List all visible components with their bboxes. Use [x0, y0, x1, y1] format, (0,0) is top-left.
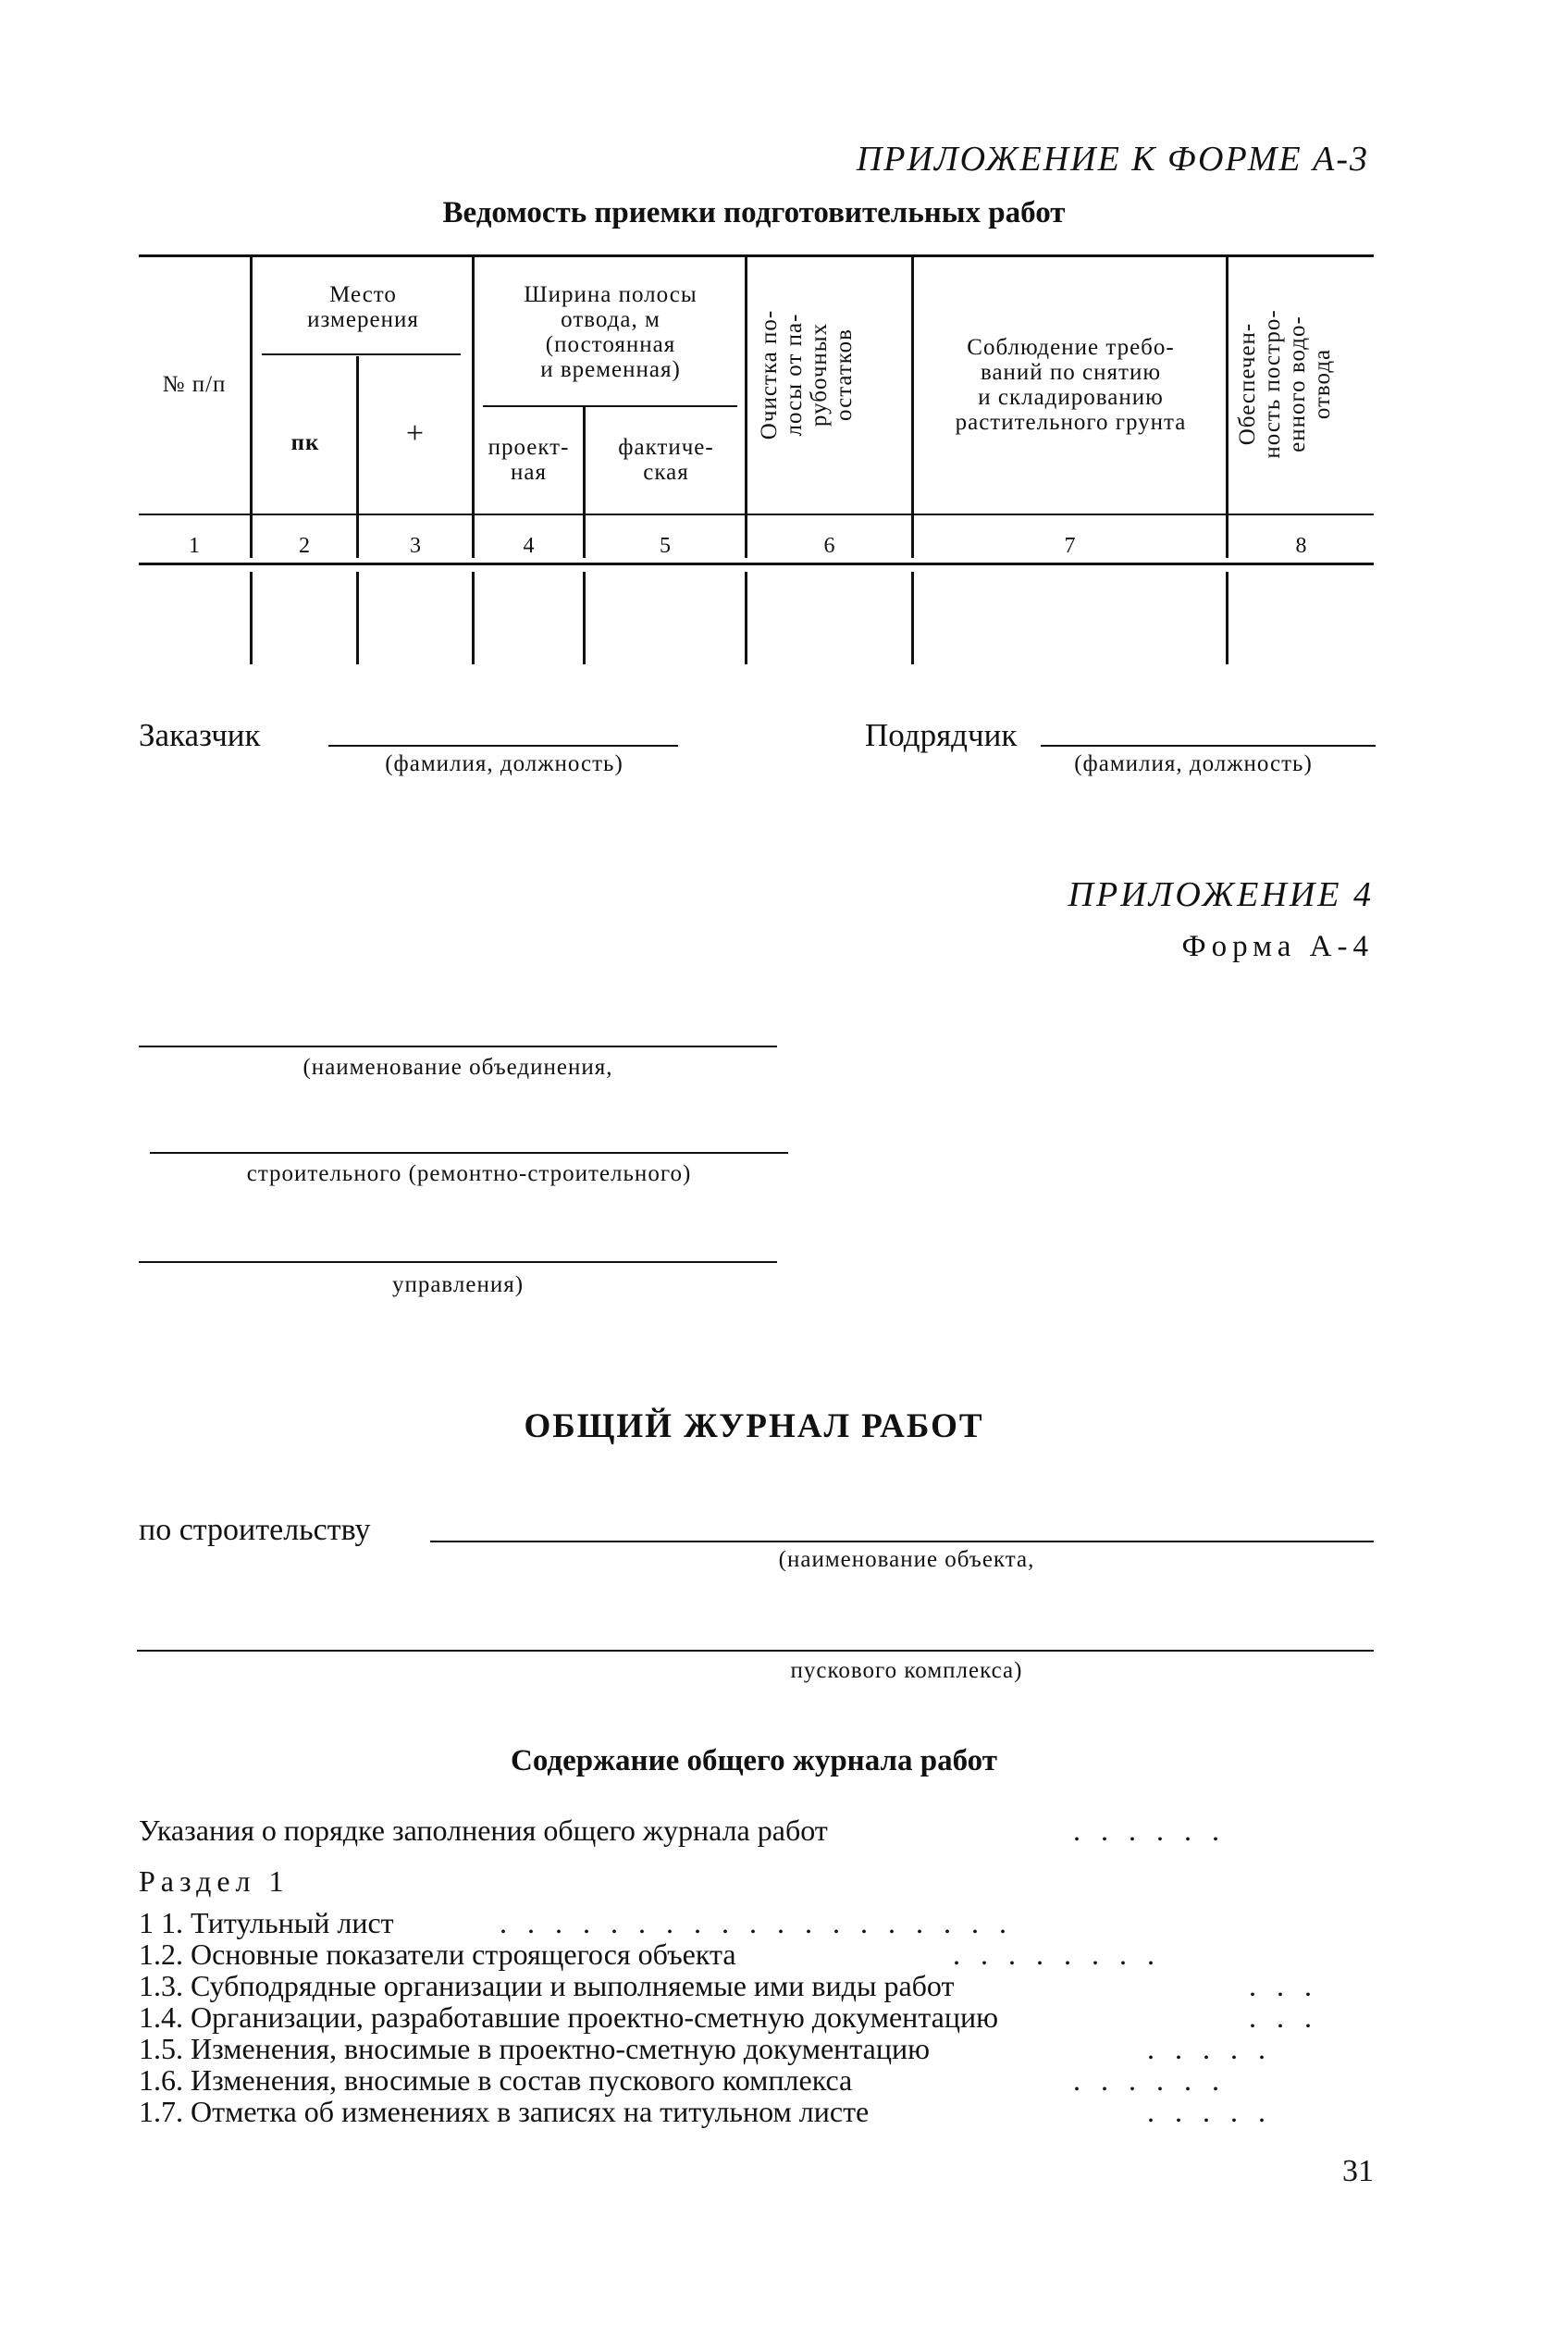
contractor-caption: (фамилия, должность) [1074, 751, 1313, 776]
col-plus-header: + [405, 416, 426, 451]
appendix-a3-heading: ПРИЛОЖЕНИЕ К ФОРМЕ А-3 [856, 140, 1369, 179]
contractor-label: Подрядчик [865, 717, 1018, 753]
form-label: Форма А-4 [1181, 930, 1374, 963]
table-title: Ведомость приемки подготовительных работ [442, 196, 1066, 229]
col-actual-header: фактиче- ская [618, 435, 714, 485]
org-caption-1: (наименование объединения, [302, 1055, 613, 1080]
object-line[interactable] [430, 1541, 1374, 1542]
toc-item [139, 1906, 394, 1940]
toc-item-text: Субподрядные организации и выполняемые ими виды работ [191, 1969, 955, 2002]
col-cleaning-header: Очистка по- лосы от па- рубочных остатков [757, 309, 857, 440]
toc-item-text: Изменения, вносимые в проектно-сметную документацию [191, 2032, 931, 2065]
col-number-4: 4 [523, 534, 535, 558]
toc-item-leader: ... [1249, 2000, 1332, 2034]
customer-caption: (фамилия, должность) [385, 751, 623, 776]
toc-item-leader: ................... [500, 1906, 1027, 1939]
toc-item-leader: ..... [1147, 2095, 1286, 2128]
page-number: 31 [1342, 2154, 1374, 2188]
contractor-signature-line[interactable] [1041, 745, 1376, 747]
toc-item-number: 1.2. [139, 1938, 183, 1971]
col-number-8: 8 [1295, 534, 1307, 558]
col-project-header: проект- ная [488, 435, 570, 485]
toc-item-number: 1.5. [139, 2032, 183, 2065]
col-width-header: Ширина полосы отвода, м (постоянная и временная) [524, 282, 698, 382]
col-place-header: Место измерения [307, 282, 419, 332]
col-number-3: 3 [410, 534, 421, 558]
appendix-4-heading: ПРИЛОЖЕНИЕ 4 [1068, 875, 1374, 914]
org-line-3[interactable] [139, 1261, 777, 1263]
toc-item-leader: ........ [953, 1938, 1175, 1971]
toc-item [139, 1969, 954, 2003]
col-number-header: № п/п [162, 372, 227, 397]
object-caption: (наименование объекта, [778, 1547, 1035, 1572]
toc-item-number: 1.4. [139, 2000, 183, 2034]
instructions-entry: Указания о порядке заполнения общего журнала работ [139, 1814, 828, 1847]
col-compliance-header: Соблюдение требо- ваний по снятию и складированию растительного грунта [955, 335, 1187, 435]
customer-label: Заказчик [139, 717, 261, 753]
instructions-leader: ...... [1073, 1814, 1240, 1847]
toc-item-text: Организации, разработавшие проектно-сметную документацию [191, 2000, 999, 2034]
toc-item [139, 2000, 998, 2035]
org-caption-3: управления) [391, 1272, 525, 1297]
col-drainage-header: Обеспечен- ность постро- енного водо- отвода [1235, 309, 1335, 459]
col-number-5: 5 [660, 534, 671, 558]
toc-item [139, 2063, 852, 2098]
col-number-2: 2 [299, 534, 310, 558]
contents-title: Содержание общего журнала работ [511, 1744, 997, 1777]
col-number-6: 6 [823, 534, 835, 558]
toc-item-number: 1.3. [139, 1969, 183, 2002]
col-number-7: 7 [1064, 534, 1076, 558]
toc-item-text: Основные показатели строящегося объекта [191, 1938, 736, 1971]
complex-caption: пускового комплекса) [790, 1658, 1023, 1683]
toc-item [139, 1938, 736, 1972]
toc-item-text: Отметка об изменениях в записях на титульном листе [191, 2095, 870, 2128]
toc-item-leader: ..... [1147, 2032, 1286, 2065]
toc-item-leader: ... [1249, 1969, 1332, 2002]
org-line-2[interactable] [150, 1152, 788, 1154]
section-label: Раздел 1 [139, 1864, 290, 1898]
toc-item-number: 1 1. [139, 1906, 183, 1939]
toc-item-leader: ...... [1073, 2063, 1240, 2097]
toc-item-text: Изменения, вносимые в состав пускового комплекса [191, 2063, 853, 2097]
org-line-1[interactable] [139, 1046, 777, 1047]
journal-title: ОБЩИЙ ЖУРНАЛ РАБОТ [524, 1407, 984, 1445]
toc-item-text: Титульный лист [191, 1906, 394, 1939]
toc-item-number: 1.6. [139, 2063, 183, 2097]
col-number-1: 1 [189, 534, 200, 558]
toc-item [139, 2095, 869, 2129]
complex-line[interactable] [137, 1650, 1374, 1652]
toc-item-number: 1.7. [139, 2095, 183, 2128]
org-caption-2: строительного (ремонтно-строительного) [246, 1161, 692, 1186]
construction-label: по строительству [139, 1513, 371, 1547]
toc-item [139, 2032, 930, 2066]
customer-signature-line[interactable] [328, 745, 678, 747]
col-pk-header: пк [290, 430, 320, 455]
